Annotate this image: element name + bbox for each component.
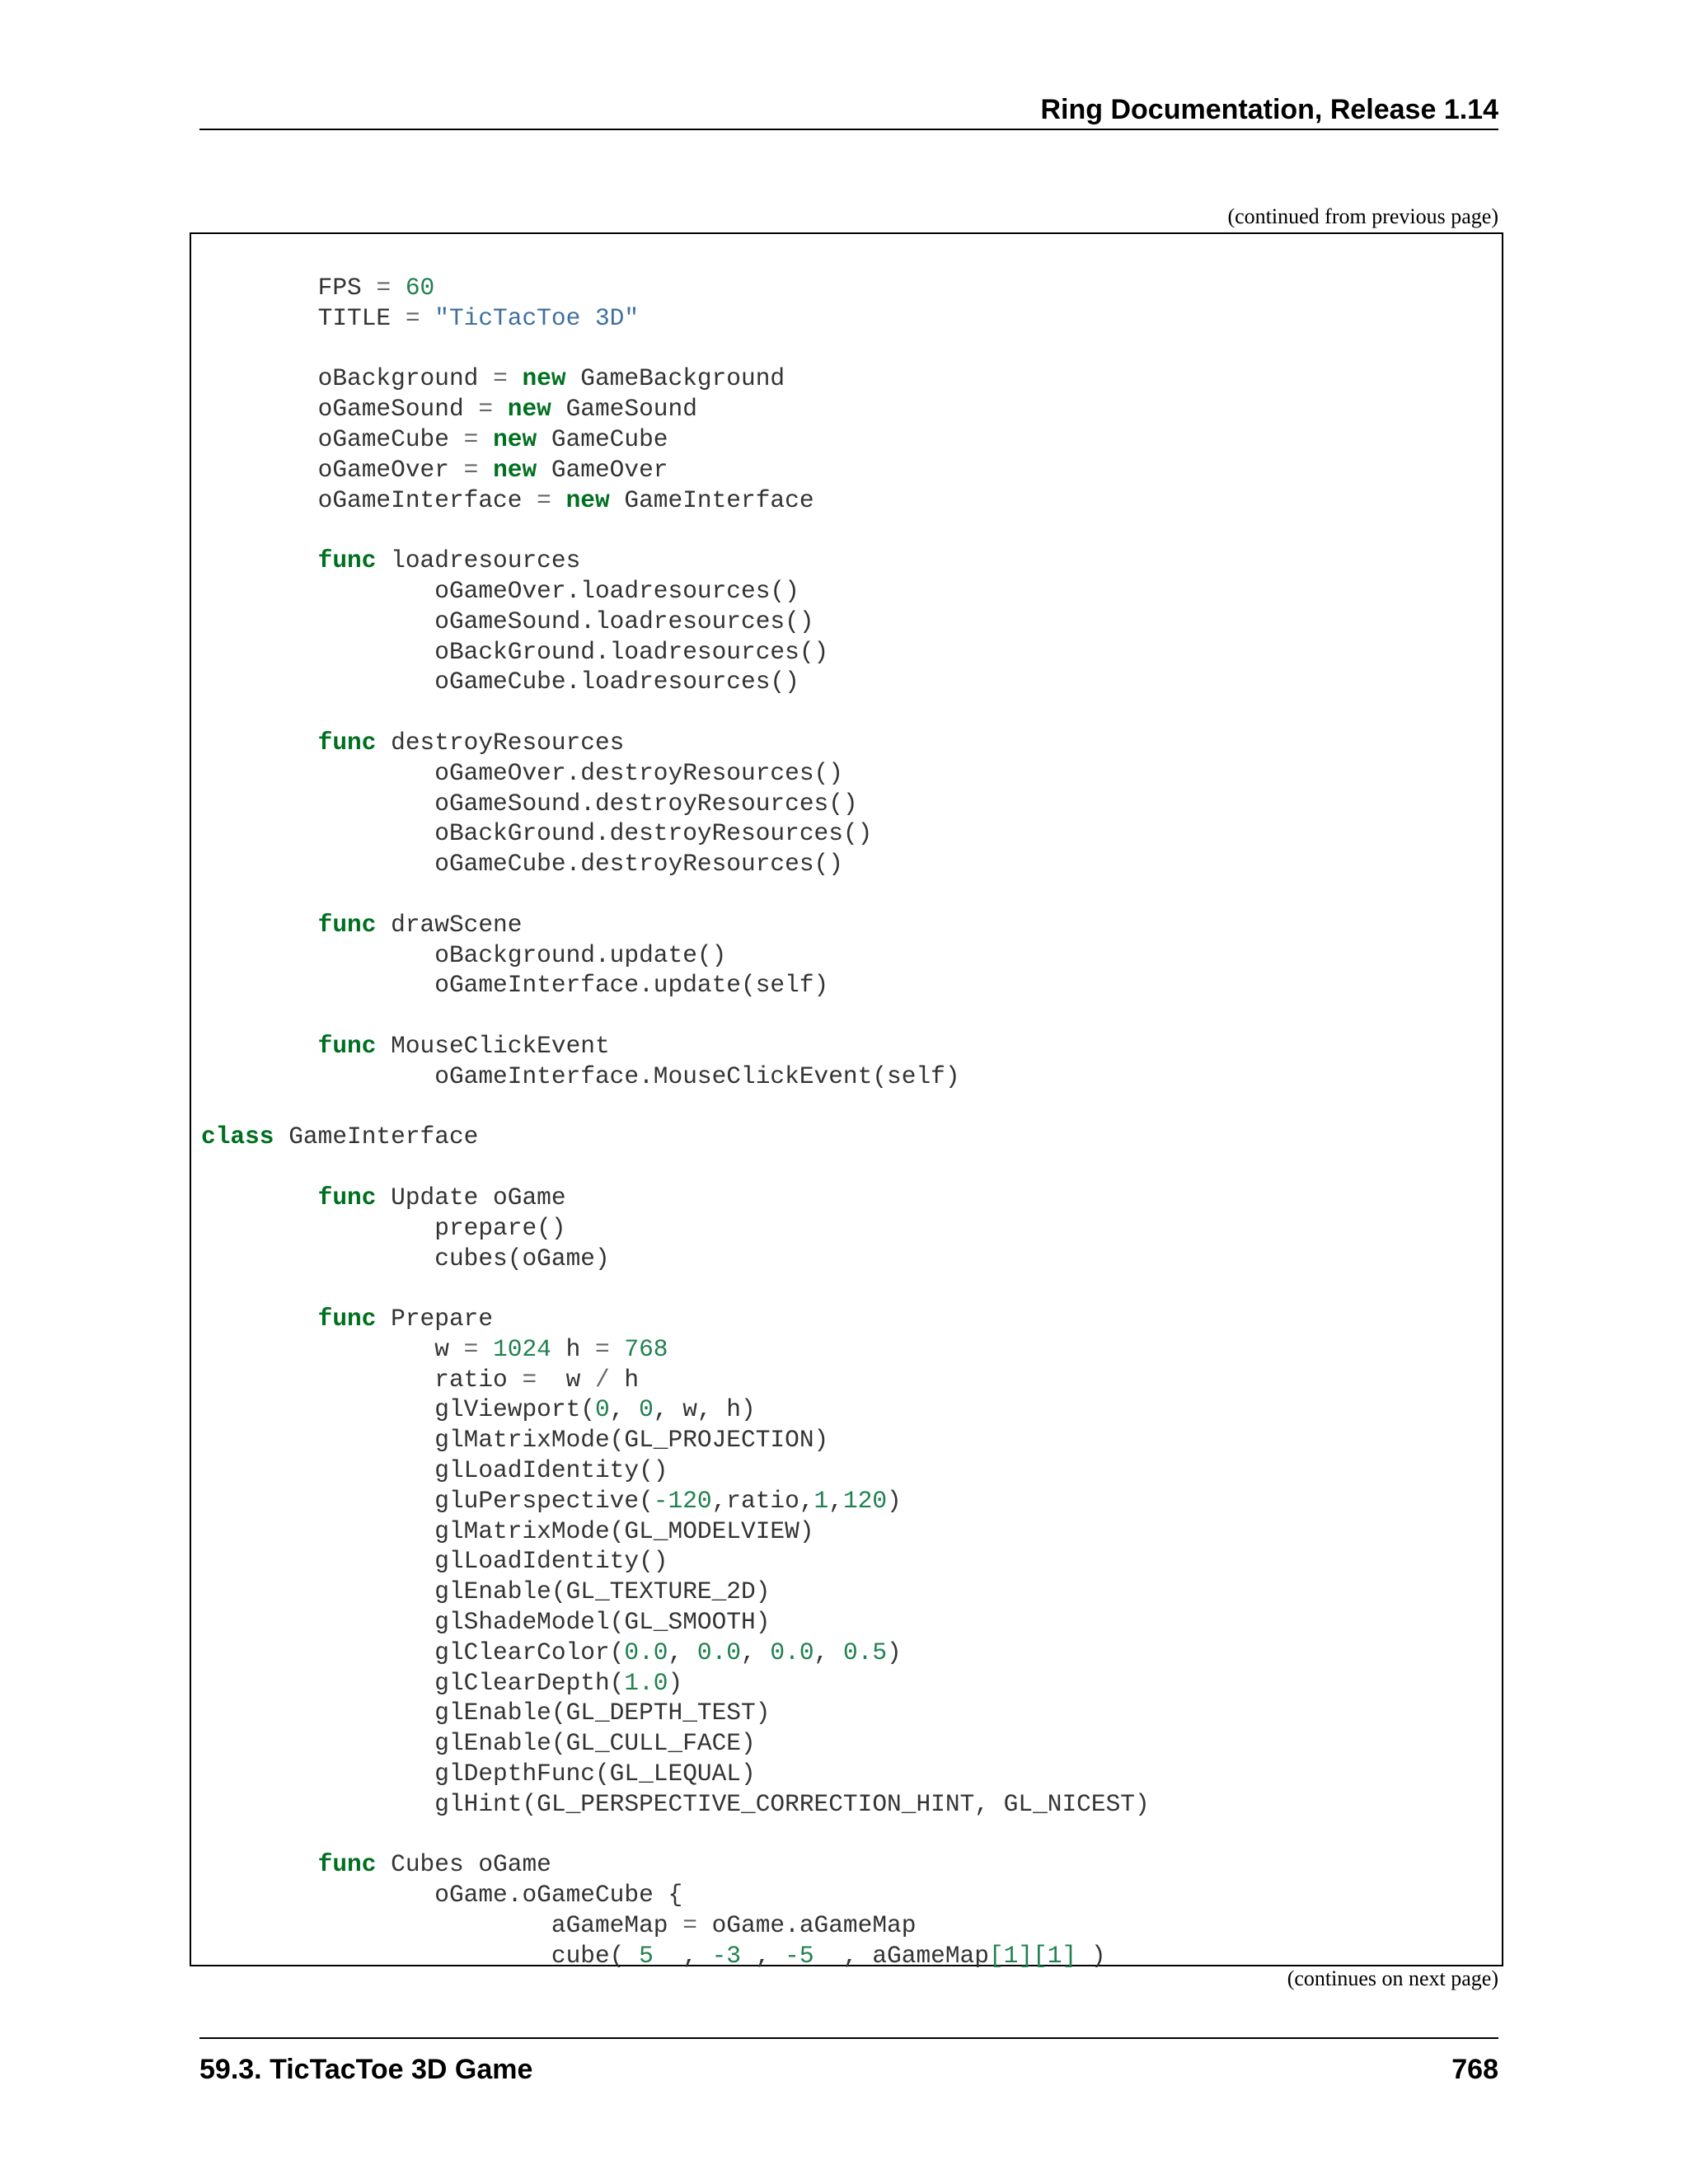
- code-token: =: [594, 1334, 610, 1363]
- code-line: [201, 1698, 1150, 1728]
- code-line: [201, 1365, 1150, 1395]
- code-token: 0.0: [770, 1638, 814, 1666]
- code-token: loadresources: [376, 546, 581, 575]
- code-line: [201, 515, 1150, 546]
- code-token: /: [594, 1365, 610, 1394]
- code-token: new: [522, 364, 566, 393]
- code-line: [201, 1607, 1150, 1638]
- code-token: func: [317, 546, 377, 575]
- code-line: [201, 637, 1150, 668]
- code-token: func: [317, 1183, 377, 1212]
- code-token: =: [537, 485, 551, 514]
- code-token: glClearDepth(: [201, 1668, 625, 1697]
- code-line: [201, 789, 1150, 819]
- code-line: [201, 1213, 1150, 1244]
- code-token: [391, 274, 406, 302]
- page-footer: [199, 2037, 1498, 2086]
- code-token: cube(: [201, 1941, 640, 1970]
- code-line: [201, 485, 1150, 516]
- code-token: func: [317, 1031, 377, 1060]
- code-token: new: [493, 424, 537, 453]
- code-token: =: [478, 395, 494, 424]
- code-token: w: [537, 1365, 595, 1394]
- code-token: oGameOver.loadresources(): [201, 576, 799, 605]
- code-token: Update oGame: [376, 1183, 566, 1212]
- code-token: ,: [814, 1638, 843, 1666]
- code-line: [201, 818, 1150, 849]
- code-line: [201, 1244, 1150, 1274]
- code-token: ,: [741, 1941, 785, 1970]
- code-token: func: [317, 1305, 377, 1333]
- code-token: =: [405, 303, 420, 332]
- code-token: Prepare: [376, 1305, 494, 1333]
- code-token: -3: [711, 1941, 742, 1970]
- code-token: 0.0: [624, 1638, 668, 1666]
- code-token: 1: [814, 1486, 829, 1515]
- code-token: -120: [653, 1486, 712, 1515]
- code-token: [478, 1335, 493, 1363]
- code-token: oGameInterface.update(self): [201, 971, 829, 1000]
- code-line: [201, 1638, 1150, 1668]
- code-token: glLoadIdentity(): [201, 1456, 668, 1485]
- code-line: [201, 1546, 1150, 1577]
- code-token: [610, 1335, 625, 1363]
- code-token: ): [887, 1486, 902, 1515]
- code-line: [201, 1273, 1150, 1304]
- code-token: new: [507, 395, 551, 424]
- code-line: [201, 1001, 1150, 1031]
- code-token: [201, 1850, 318, 1878]
- code-token: GameOver: [537, 455, 668, 484]
- code-token: oBackGround.destroyResources(): [201, 819, 873, 848]
- code-token: glMatrixMode(GL_PROJECTION): [201, 1426, 829, 1455]
- code-line: [201, 1728, 1150, 1759]
- code-listing: [201, 273, 1150, 1971]
- code-token: 0.0: [696, 1638, 742, 1666]
- code-block: [190, 232, 1503, 1970]
- code-token: glLoadIdentity(): [201, 1547, 668, 1576]
- code-line: [201, 940, 1150, 971]
- code-token: aGameMap: [201, 1911, 683, 1940]
- code-line: [201, 667, 1150, 697]
- page-header: Ring Documentation, Release 1.14: [199, 89, 1498, 130]
- code-token: func: [317, 728, 377, 757]
- code-token: oBackground.update(): [201, 940, 727, 969]
- code-token: [420, 304, 435, 332]
- code-line: [201, 879, 1150, 910]
- code-line: [201, 1031, 1150, 1062]
- code-line: [201, 970, 1150, 1001]
- code-line: [201, 1304, 1150, 1334]
- code-line: [201, 1394, 1150, 1425]
- code-token: GameCube: [537, 424, 668, 453]
- continues-on-note: (continues on next page): [1287, 1966, 1498, 1990]
- code-token: oGameCube: [201, 424, 464, 453]
- code-token: , w, h): [653, 1395, 756, 1424]
- code-token: [201, 911, 318, 939]
- code-line: [201, 1486, 1150, 1516]
- page-number: 768: [1451, 2054, 1498, 2085]
- code-token: [493, 395, 508, 423]
- code-token: GameInterface: [609, 485, 814, 514]
- code-token: prepare(): [201, 1213, 566, 1242]
- code-line: [201, 1516, 1150, 1547]
- code-token: [201, 729, 318, 757]
- code-token: [478, 425, 493, 453]
- code-token: h: [609, 1365, 640, 1394]
- code-token: func: [317, 1850, 377, 1879]
- code-line: [201, 1062, 1150, 1092]
- code-token: =: [493, 364, 508, 393]
- code-line: [201, 607, 1150, 637]
- code-token: new: [565, 485, 610, 514]
- code-line: [201, 394, 1150, 424]
- code-token: oGameOver: [201, 455, 464, 484]
- code-line: [201, 1425, 1150, 1455]
- code-line: [201, 758, 1150, 789]
- code-token: class: [201, 1122, 274, 1151]
- code-token: oGameInterface: [201, 485, 537, 514]
- code-token: drawScene: [376, 910, 523, 939]
- code-token: TITLE: [201, 303, 406, 332]
- code-token: [478, 456, 493, 484]
- code-token: 0: [594, 1395, 610, 1424]
- code-token: GameInterface: [274, 1122, 479, 1151]
- code-token: glMatrixMode(GL_MODELVIEW): [201, 1516, 814, 1545]
- code-line: [201, 1577, 1150, 1607]
- code-line: [201, 1183, 1150, 1213]
- code-token: gluPerspective(: [201, 1486, 654, 1515]
- code-token: "TicTacToe 3D": [434, 303, 640, 332]
- code-token: glDepthFunc(GL_LEQUAL): [201, 1760, 756, 1788]
- code-line: [201, 1880, 1150, 1910]
- code-token: , aGameMap: [814, 1941, 989, 1970]
- code-token: 120: [842, 1486, 888, 1515]
- code-line: [201, 273, 1150, 303]
- code-token: func: [317, 910, 377, 939]
- code-line: [201, 1668, 1150, 1699]
- code-line: [201, 1941, 1150, 1971]
- code-token: 1.0: [624, 1668, 668, 1697]
- code-token: ): [887, 1638, 902, 1666]
- code-token: =: [376, 274, 392, 302]
- code-token: glEnable(GL_CULL_FACE): [201, 1729, 756, 1758]
- code-line: [201, 303, 1150, 334]
- code-line: [201, 849, 1150, 879]
- code-line: [201, 1122, 1150, 1152]
- code-token: ,ratio,: [711, 1486, 814, 1515]
- code-token: ,: [609, 1395, 640, 1424]
- code-token: [551, 486, 566, 514]
- code-token: 0: [639, 1395, 654, 1424]
- code-line: [201, 455, 1150, 485]
- continued-from-note: (continued from previous page): [1227, 204, 1498, 228]
- code-token: oGameInterface.MouseClickEvent(self): [201, 1062, 960, 1090]
- code-token: ,: [741, 1638, 771, 1666]
- code-token: glHint(GL_PERSPECTIVE_CORRECTION_HINT, GL_NICEST): [201, 1789, 1150, 1818]
- code-line: [201, 363, 1150, 394]
- code-token: 5: [639, 1941, 654, 1970]
- code-token: oBackground: [201, 364, 494, 393]
- code-token: oGameOver.destroyResources(): [201, 758, 843, 787]
- code-token: glClearColor(: [201, 1638, 625, 1666]
- code-token: 0.5: [842, 1638, 888, 1666]
- code-line: [201, 697, 1150, 728]
- code-token: ratio: [201, 1365, 523, 1394]
- code-token: [201, 546, 318, 574]
- code-token: 1024: [493, 1334, 551, 1363]
- code-token: MouseClickEvent: [376, 1031, 610, 1060]
- code-token: cubes(oGame): [201, 1244, 610, 1272]
- code-token: h: [551, 1334, 595, 1363]
- code-token: oGame.oGameCube {: [201, 1881, 683, 1910]
- code-token: oBackGround.loadresources(): [201, 637, 829, 666]
- code-line: [201, 1152, 1150, 1183]
- code-line: [201, 1455, 1150, 1486]
- code-token: glEnable(GL_TEXTURE_2D): [201, 1577, 771, 1606]
- code-token: 60: [405, 274, 435, 302]
- code-line: [201, 1849, 1150, 1880]
- code-token: 768: [624, 1334, 668, 1363]
- code-line: [201, 910, 1150, 940]
- code-token: oGameSound.loadresources(): [201, 607, 814, 635]
- code-token: GameBackground: [565, 364, 785, 393]
- code-line: [201, 1092, 1150, 1122]
- code-token: GameSound: [551, 395, 697, 424]
- code-token: oGameSound: [201, 395, 479, 424]
- code-token: FPS: [201, 274, 377, 302]
- code-token: ,: [828, 1486, 843, 1515]
- code-token: destroyResources: [376, 728, 625, 757]
- code-token: -5: [785, 1941, 814, 1970]
- code-line: [201, 1789, 1150, 1820]
- code-line: [201, 1820, 1150, 1850]
- code-token: [508, 364, 523, 392]
- code-line: [201, 1334, 1150, 1365]
- code-token: [201, 1032, 318, 1060]
- code-token: [201, 1305, 318, 1333]
- code-line: [201, 1910, 1150, 1941]
- code-token: =: [463, 424, 479, 453]
- code-token: new: [493, 455, 537, 484]
- footer-section-title: 59.3. TicTacToe 3D Game: [199, 2054, 533, 2085]
- code-token: glShadeModel(GL_SMOOTH): [201, 1608, 771, 1637]
- code-token: oGame.aGameMap: [696, 1911, 917, 1940]
- code-token: =: [682, 1911, 697, 1940]
- code-token: ): [1076, 1941, 1106, 1970]
- code-token: glEnable(GL_DEPTH_TEST): [201, 1699, 771, 1727]
- code-token: oGameCube.destroyResources(): [201, 850, 843, 879]
- code-token: ,: [668, 1638, 697, 1666]
- code-token: =: [463, 455, 479, 484]
- code-token: [201, 1183, 318, 1212]
- code-line: [201, 728, 1150, 758]
- code-line: [201, 334, 1150, 364]
- code-token: glViewport(: [201, 1395, 595, 1424]
- code-token: ): [668, 1668, 683, 1697]
- code-token: =: [463, 1334, 479, 1363]
- code-token: ,: [653, 1941, 712, 1970]
- code-token: Cubes oGame: [376, 1850, 551, 1879]
- code-line: [201, 546, 1150, 576]
- code-token: oGameSound.destroyResources(): [201, 789, 858, 818]
- code-token: =: [522, 1365, 537, 1394]
- code-token: oGameCube.loadresources(): [201, 668, 799, 696]
- code-token: w: [201, 1334, 464, 1363]
- code-line: [201, 1759, 1150, 1789]
- code-line: [201, 424, 1150, 455]
- code-token: [1][1]: [988, 1941, 1077, 1970]
- code-line: [201, 576, 1150, 607]
